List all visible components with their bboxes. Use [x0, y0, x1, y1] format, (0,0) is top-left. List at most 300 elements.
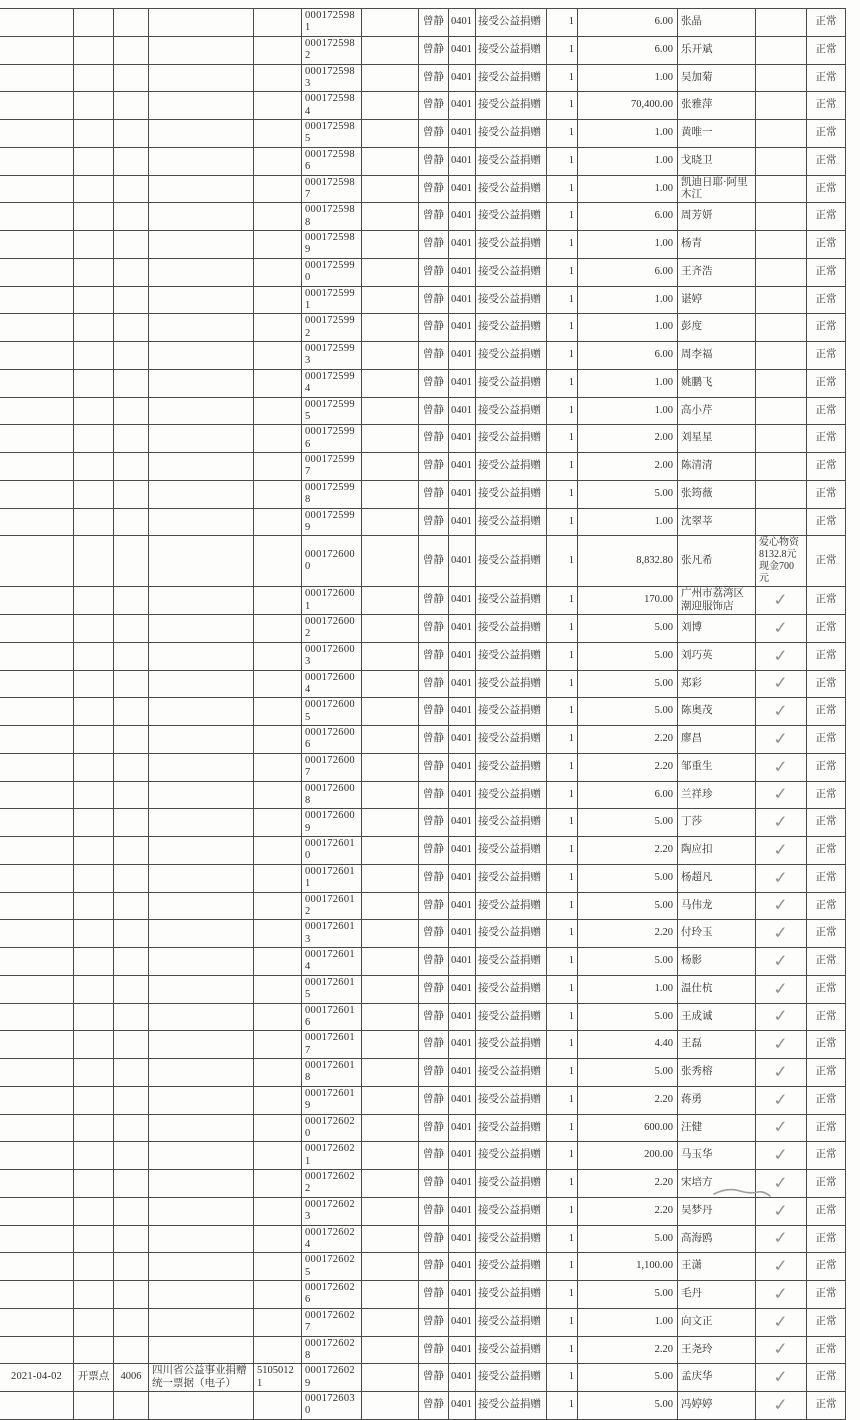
cell-ticket-name: [149, 1142, 254, 1170]
table-row: [0, 1336, 846, 1364]
table-row: [0, 1281, 846, 1309]
cell-region-code: [254, 948, 302, 976]
cell-amount: 1.00: [578, 231, 678, 259]
cell-item-name: 接受公益捐赠: [476, 1253, 547, 1281]
cell-item-code: 0401: [449, 258, 476, 286]
cell-issuer-name: 曾静: [419, 508, 449, 536]
cell-billing-point: [74, 1336, 114, 1364]
cell-ticket-name: [149, 642, 254, 670]
cell-verify-mark: [756, 864, 807, 892]
cell-item-name: 接受公益捐赠: [476, 1281, 547, 1309]
cell-verify-mark: [756, 1392, 807, 1420]
cell-region-code: [254, 809, 302, 837]
cell-serial-number: 0001726001: [302, 587, 362, 615]
cell-status: 正常: [807, 397, 846, 425]
cell-amount: 1.00: [578, 64, 678, 92]
cell-issue-date: [0, 1031, 74, 1059]
cell-amount: 1.00: [578, 120, 678, 148]
cell-amount: 1,100.00: [578, 1253, 678, 1281]
cell-verify-mark: [756, 508, 807, 536]
cell-ticket-name: [149, 425, 254, 453]
cell-verify-mark: [756, 1003, 807, 1031]
cell-verify-mark: [756, 642, 807, 670]
table-row: [0, 864, 846, 892]
cell-issue-date: [0, 508, 74, 536]
cell-verify-mark: [756, 9, 807, 37]
cell-item-name: 接受公益捐赠: [476, 920, 547, 948]
cell-issue-date: [0, 1086, 74, 1114]
cell-point-code: [114, 1003, 149, 1031]
cell-issue-date: [0, 120, 74, 148]
cell-serial-number: 0001726009: [302, 809, 362, 837]
table-row: [0, 837, 846, 865]
cell-quantity: 1: [547, 508, 578, 536]
cell-blank: [362, 587, 419, 615]
cell-verify-mark: [756, 1336, 807, 1364]
cell-ticket-name: [149, 698, 254, 726]
cell-status: 正常: [807, 615, 846, 643]
cell-verify-mark: [756, 175, 807, 203]
cell-verify-mark: [756, 147, 807, 175]
cell-point-code: [114, 1142, 149, 1170]
cell-verify-mark: [756, 480, 807, 508]
cell-quantity: 1: [547, 975, 578, 1003]
cell-item-code: 0401: [449, 1170, 476, 1198]
cell-status: 正常: [807, 753, 846, 781]
cell-serial-number: 0001725985: [302, 120, 362, 148]
cell-point-code: [114, 864, 149, 892]
cell-quantity: 1: [547, 342, 578, 370]
cell-issuer-name: 曾静: [419, 1003, 449, 1031]
cell-blank: [362, 369, 419, 397]
cell-blank: [362, 1170, 419, 1198]
cell-billing-point: [74, 508, 114, 536]
cell-billing-point: [74, 203, 114, 231]
cell-amount: 6.00: [578, 781, 678, 809]
cell-amount: 1.00: [578, 286, 678, 314]
cell-issue-date: [0, 369, 74, 397]
cell-quantity: 1: [547, 837, 578, 865]
cell-blank: [362, 698, 419, 726]
cell-status: 正常: [807, 1059, 846, 1087]
table-row: [0, 64, 846, 92]
table-row: [0, 1392, 846, 1420]
scanned-table-sheet: [0, 8, 846, 1420]
cell-issuer-name: 曾静: [419, 892, 449, 920]
cell-item-code: 0401: [449, 1003, 476, 1031]
cell-quantity: 1: [547, 258, 578, 286]
cell-blank: [362, 147, 419, 175]
cell-quantity: 1: [547, 231, 578, 259]
cell-item-name: 接受公益捐赠: [476, 1336, 547, 1364]
cell-point-code: [114, 948, 149, 976]
cell-amount: 5.00: [578, 1392, 678, 1420]
cell-verify-mark: [756, 258, 807, 286]
cell-blank: [362, 1142, 419, 1170]
cell-issue-date: [0, 642, 74, 670]
cell-issue-date: [0, 1281, 74, 1309]
cell-quantity: 1: [547, 698, 578, 726]
cell-serial-number: 0001726025: [302, 1253, 362, 1281]
cell-quantity: 1: [547, 1086, 578, 1114]
cell-issue-date: [0, 1197, 74, 1225]
cell-issuer-name: 曾静: [419, 1336, 449, 1364]
cell-issue-date: [0, 726, 74, 754]
cell-quantity: 1: [547, 120, 578, 148]
cell-issue-date: [0, 1392, 74, 1420]
cell-serial-number: 0001725988: [302, 203, 362, 231]
cell-payer-name: 姚鹏飞: [678, 369, 756, 397]
cell-blank: [362, 642, 419, 670]
cell-issuer-name: 曾静: [419, 1364, 449, 1392]
cell-status: 正常: [807, 1170, 846, 1198]
cell-billing-point: [74, 286, 114, 314]
cell-billing-point: [74, 480, 114, 508]
cell-item-code: 0401: [449, 1392, 476, 1420]
cell-issue-date: [0, 480, 74, 508]
cell-region-code: 51050121: [254, 1364, 302, 1392]
cell-serial-number: 0001725984: [302, 92, 362, 120]
pencil-check-icon: ✓: [772, 783, 790, 805]
cell-region-code: [254, 670, 302, 698]
cell-ticket-name: [149, 1031, 254, 1059]
cell-issuer-name: 曾静: [419, 837, 449, 865]
cell-item-code: 0401: [449, 642, 476, 670]
cell-item-name: 接受公益捐赠: [476, 948, 547, 976]
cell-point-code: [114, 837, 149, 865]
cell-issue-date: [0, 837, 74, 865]
cell-blank: [362, 1003, 419, 1031]
cell-region-code: [254, 1003, 302, 1031]
cell-blank: [362, 120, 419, 148]
cell-item-code: 0401: [449, 753, 476, 781]
cell-blank: [362, 670, 419, 698]
cell-quantity: 1: [547, 1392, 578, 1420]
pencil-check-icon: ✓: [772, 1366, 790, 1387]
cell-quantity: 1: [547, 314, 578, 342]
cell-point-code: [114, 64, 149, 92]
cell-region-code: [254, 536, 302, 587]
cell-billing-point: [74, 369, 114, 397]
cell-item-name: 接受公益捐赠: [476, 670, 547, 698]
table-row: [0, 1031, 846, 1059]
cell-serial-number: 0001726013: [302, 920, 362, 948]
cell-quantity: 1: [547, 480, 578, 508]
cell-quantity: 1: [547, 642, 578, 670]
cell-payer-name: 张筠薇: [678, 480, 756, 508]
cell-issuer-name: 曾静: [419, 809, 449, 837]
cell-quantity: 1: [547, 1336, 578, 1364]
table-row: [0, 536, 846, 587]
cell-billing-point: [74, 147, 114, 175]
cell-issue-date: [0, 587, 74, 615]
cell-billing-point: [74, 670, 114, 698]
pencil-check-icon: ✓: [772, 894, 790, 916]
cell-quantity: 1: [547, 1253, 578, 1281]
cell-status: 正常: [807, 1308, 846, 1336]
cell-serial-number: 0001726014: [302, 948, 362, 976]
cell-item-code: 0401: [449, 1059, 476, 1087]
cell-verify-mark: [756, 453, 807, 481]
cell-item-name: 接受公益捐赠: [476, 425, 547, 453]
cell-issue-date: [0, 203, 74, 231]
cell-ticket-name: [149, 1225, 254, 1253]
cell-item-code: 0401: [449, 726, 476, 754]
cell-payer-name: 张秀榕: [678, 1059, 756, 1087]
cell-amount: 5.00: [578, 698, 678, 726]
cell-item-name: 接受公益捐赠: [476, 147, 547, 175]
cell-item-code: 0401: [449, 920, 476, 948]
pencil-check-icon: ✓: [772, 1199, 790, 1221]
cell-serial-number: 0001726026: [302, 1281, 362, 1309]
pencil-check-icon: ✓: [772, 728, 790, 749]
cell-billing-point: [74, 809, 114, 837]
cell-serial-number: 0001725986: [302, 147, 362, 175]
cell-payer-name: 冯婷婷: [678, 1392, 756, 1420]
cell-issue-date: [0, 286, 74, 314]
cell-ticket-name: [149, 864, 254, 892]
cell-item-name: 接受公益捐赠: [476, 1114, 547, 1142]
cell-ticket-name: [149, 975, 254, 1003]
cell-ticket-name: [149, 1114, 254, 1142]
cell-region-code: [254, 698, 302, 726]
cell-item-code: 0401: [449, 948, 476, 976]
cell-payer-name: 毛丹: [678, 1281, 756, 1309]
cell-item-name: 接受公益捐赠: [476, 615, 547, 643]
pencil-check-icon: ✓: [772, 644, 790, 666]
table-row: [0, 698, 846, 726]
pencil-check-icon: ✓: [772, 950, 790, 971]
cell-quantity: 1: [547, 536, 578, 587]
cell-ticket-name: [149, 753, 254, 781]
cell-payer-name: 杨影: [678, 948, 756, 976]
cell-ticket-name: [149, 1003, 254, 1031]
cell-status: 正常: [807, 1086, 846, 1114]
cell-billing-point: [74, 920, 114, 948]
pencil-check-icon: ✓: [772, 1033, 790, 1054]
cell-verify-mark: [756, 1059, 807, 1087]
cell-serial-number: 0001725996: [302, 425, 362, 453]
cell-region-code: [254, 1253, 302, 1281]
cell-serial-number: 0001725997: [302, 453, 362, 481]
cell-issuer-name: 曾静: [419, 1197, 449, 1225]
cell-status: 正常: [807, 203, 846, 231]
table-row: [0, 1114, 846, 1142]
cell-point-code: [114, 120, 149, 148]
cell-issuer-name: 曾静: [419, 1170, 449, 1198]
cell-quantity: 1: [547, 920, 578, 948]
cell-item-code: 0401: [449, 36, 476, 64]
cell-ticket-name: [149, 175, 254, 203]
cell-item-code: 0401: [449, 1086, 476, 1114]
cell-payer-name: 兰祥珍: [678, 781, 756, 809]
cell-serial-number: 0001726000: [302, 536, 362, 587]
table-row: [0, 480, 846, 508]
cell-blank: [362, 314, 419, 342]
cell-amount: 5.00: [578, 1003, 678, 1031]
cell-quantity: 1: [547, 453, 578, 481]
cell-amount: 1.00: [578, 369, 678, 397]
cell-serial-number: 0001725995: [302, 397, 362, 425]
cell-issue-date: [0, 1170, 74, 1198]
cell-item-code: 0401: [449, 1031, 476, 1059]
cell-region-code: [254, 453, 302, 481]
cell-ticket-name: [149, 9, 254, 37]
cell-status: 正常: [807, 342, 846, 370]
cell-serial-number: 0001726008: [302, 781, 362, 809]
cell-item-name: 接受公益捐赠: [476, 231, 547, 259]
cell-ticket-name: [149, 36, 254, 64]
pencil-check-icon: ✓: [772, 1116, 790, 1138]
cell-item-name: 接受公益捐赠: [476, 1031, 547, 1059]
cell-serial-number: 0001725989: [302, 231, 362, 259]
pencil-check-icon: ✓: [772, 700, 790, 721]
table-row: [0, 670, 846, 698]
cell-region-code: [254, 837, 302, 865]
cell-issuer-name: 曾静: [419, 203, 449, 231]
cell-verify-mark: [756, 369, 807, 397]
cell-verify-mark: [756, 809, 807, 837]
cell-billing-point: [74, 753, 114, 781]
cell-region-code: [254, 781, 302, 809]
cell-verify-mark: [756, 615, 807, 643]
cell-status: 正常: [807, 536, 846, 587]
cell-billing-point: [74, 864, 114, 892]
cell-point-code: [114, 258, 149, 286]
cell-region-code: [254, 425, 302, 453]
cell-quantity: 1: [547, 1170, 578, 1198]
table-row: [0, 892, 846, 920]
cell-ticket-name: [149, 1059, 254, 1087]
cell-quantity: 1: [547, 948, 578, 976]
cell-payer-name: 吴梦丹: [678, 1197, 756, 1225]
cell-amount: 5.00: [578, 480, 678, 508]
cell-status: 正常: [807, 1336, 846, 1364]
cell-issuer-name: 曾静: [419, 1031, 449, 1059]
cell-issue-date: [0, 975, 74, 1003]
cell-verify-mark: [756, 1364, 807, 1392]
pencil-check-icon: ✓: [772, 1005, 790, 1027]
cell-item-name: 接受公益捐赠: [476, 587, 547, 615]
cell-payer-name: 刘巧英: [678, 642, 756, 670]
cell-payer-name: 黄唯一: [678, 120, 756, 148]
cell-status: 正常: [807, 1253, 846, 1281]
cell-amount: 8,832.80: [578, 536, 678, 587]
table-row: [0, 36, 846, 64]
cell-verify-mark: [756, 64, 807, 92]
cell-issuer-name: 曾静: [419, 342, 449, 370]
cell-quantity: 1: [547, 670, 578, 698]
cell-point-code: [114, 781, 149, 809]
cell-amount: 2.20: [578, 920, 678, 948]
cell-status: 正常: [807, 258, 846, 286]
cell-region-code: [254, 726, 302, 754]
pencil-squiggle-mark: [710, 1184, 780, 1204]
cell-serial-number: 0001726007: [302, 753, 362, 781]
cell-region-code: [254, 1170, 302, 1198]
cell-amount: 1.00: [578, 397, 678, 425]
cell-quantity: 1: [547, 92, 578, 120]
table-row: [0, 203, 846, 231]
cell-item-code: 0401: [449, 453, 476, 481]
cell-region-code: [254, 258, 302, 286]
cell-quantity: 1: [547, 726, 578, 754]
cell-status: 正常: [807, 670, 846, 698]
cell-status: 正常: [807, 314, 846, 342]
cell-blank: [362, 920, 419, 948]
cell-payer-name: 邹重生: [678, 753, 756, 781]
cell-blank: [362, 480, 419, 508]
cell-point-code: [114, 425, 149, 453]
cell-status: 正常: [807, 175, 846, 203]
cell-point-code: [114, 369, 149, 397]
cell-item-code: 0401: [449, 508, 476, 536]
cell-status: 正常: [807, 698, 846, 726]
cell-status: 正常: [807, 892, 846, 920]
table-row: [0, 1225, 846, 1253]
cell-item-code: 0401: [449, 864, 476, 892]
cell-region-code: [254, 1336, 302, 1364]
cell-issuer-name: 曾静: [419, 642, 449, 670]
cell-amount: 2.00: [578, 425, 678, 453]
cell-amount: 2.20: [578, 1197, 678, 1225]
cell-region-code: [254, 892, 302, 920]
cell-item-code: 0401: [449, 615, 476, 643]
cell-amount: 5.00: [578, 809, 678, 837]
cell-amount: 2.20: [578, 726, 678, 754]
cell-status: 正常: [807, 64, 846, 92]
cell-billing-point: [74, 231, 114, 259]
cell-ticket-name: [149, 258, 254, 286]
cell-payer-name: 郑彩: [678, 670, 756, 698]
cell-blank: [362, 1114, 419, 1142]
cell-ticket-name: [149, 453, 254, 481]
pencil-check-icon: ✓: [772, 839, 790, 860]
cell-payer-name: 蒋勇: [678, 1086, 756, 1114]
cell-item-name: 接受公益捐赠: [476, 642, 547, 670]
cell-blank: [362, 1059, 419, 1087]
cell-ticket-name: [149, 314, 254, 342]
cell-quantity: 1: [547, 1197, 578, 1225]
pencil-check-icon: ✓: [772, 866, 790, 888]
cell-amount: 6.00: [578, 258, 678, 286]
cell-payer-name: 戈晓卫: [678, 147, 756, 175]
cell-billing-point: [74, 258, 114, 286]
cell-point-code: [114, 1281, 149, 1309]
cell-item-code: 0401: [449, 1364, 476, 1392]
cell-quantity: 1: [547, 64, 578, 92]
cell-billing-point: [74, 425, 114, 453]
cell-issuer-name: 曾静: [419, 698, 449, 726]
cell-item-code: 0401: [449, 1142, 476, 1170]
cell-payer-name: 廖昌: [678, 726, 756, 754]
cell-payer-name: 马伟龙: [678, 892, 756, 920]
cell-ticket-name: [149, 369, 254, 397]
cell-payer-name: 付玲玉: [678, 920, 756, 948]
cell-item-name: 接受公益捐赠: [476, 453, 547, 481]
cell-status: 正常: [807, 1281, 846, 1309]
cell-serial-number: 0001725993: [302, 342, 362, 370]
cell-issue-date: [0, 1114, 74, 1142]
cell-item-code: 0401: [449, 670, 476, 698]
cell-ticket-name: [149, 726, 254, 754]
pencil-check-icon: ✓: [772, 1088, 790, 1110]
cell-status: 正常: [807, 1197, 846, 1225]
cell-verify-mark: [756, 670, 807, 698]
cell-issuer-name: 曾静: [419, 1059, 449, 1087]
cell-amount: 2.20: [578, 1170, 678, 1198]
table-row: [0, 314, 846, 342]
